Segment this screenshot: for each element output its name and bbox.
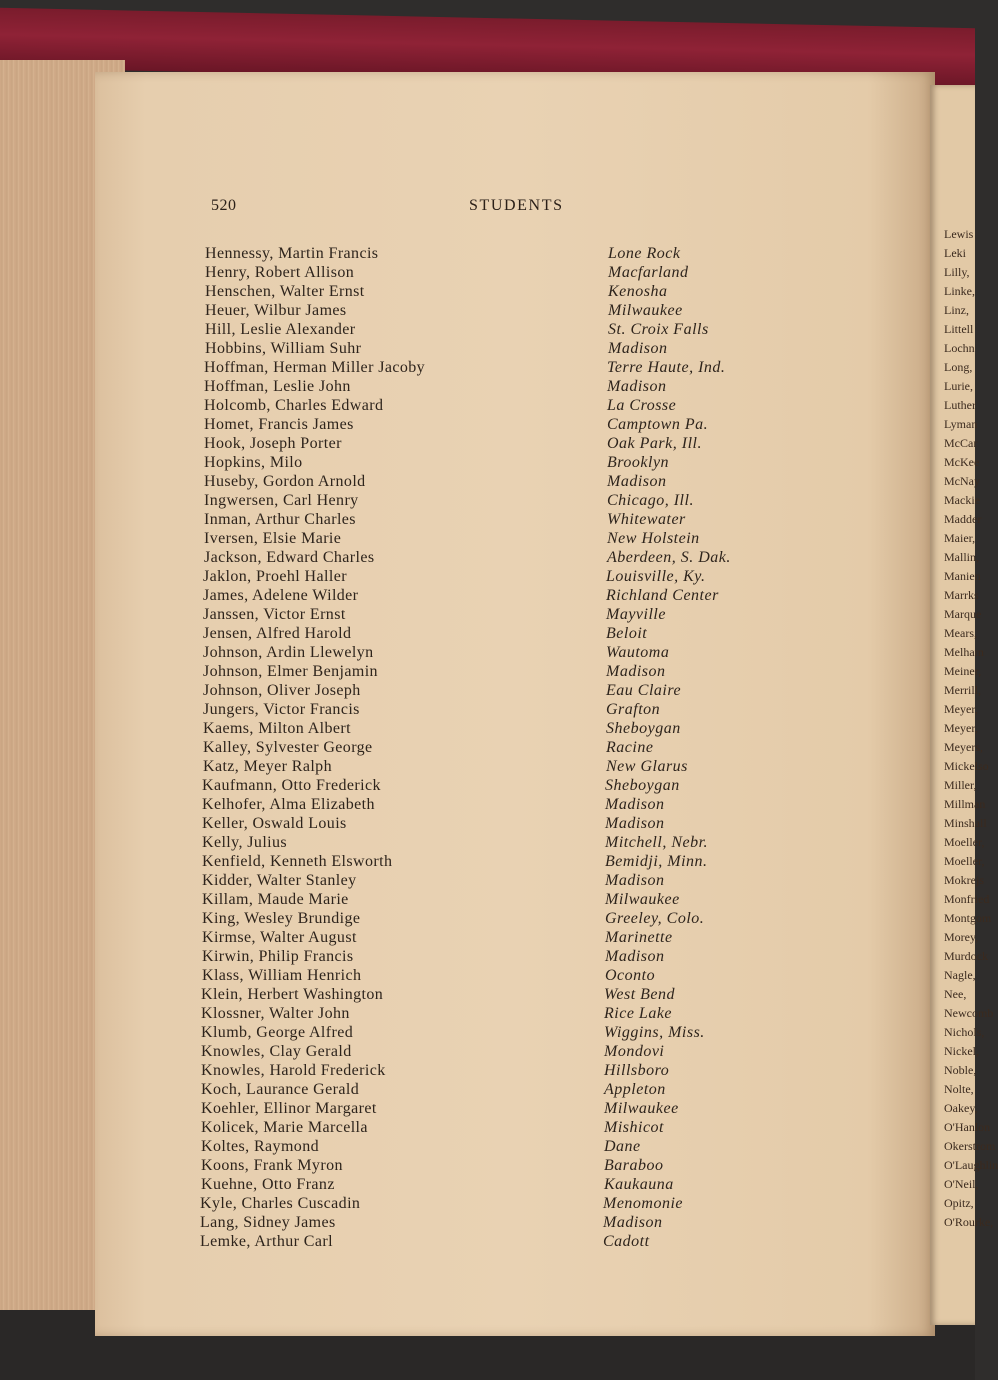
student-hometown: Mitchell, Nebr. — [605, 834, 709, 851]
student-row — [203, 681, 765, 700]
facing-page-line: Montgom — [944, 911, 992, 925]
facing-page-line: Nichols, — [944, 1025, 985, 1039]
student-hometown: Wautoma — [606, 644, 670, 661]
student-name: Kolicek, Marie Marcella — [201, 1119, 368, 1136]
student-row — [202, 833, 765, 852]
student-hometown: Aberdeen, S. Dak. — [607, 549, 731, 566]
facing-page-line: Nolte, — [944, 1082, 974, 1096]
facing-page-line: Meyers, — [944, 740, 983, 754]
student-row — [204, 396, 765, 415]
student-row — [201, 1061, 765, 1080]
student-row — [203, 738, 765, 757]
facing-page-line: Meyer, — [944, 702, 978, 716]
student-row — [204, 548, 765, 567]
facing-page-line: Miller, — [944, 778, 977, 792]
student-hometown: Macfarland — [608, 264, 689, 281]
facing-page-line: Mokrejs — [944, 873, 984, 887]
student-hometown: Madison — [608, 340, 668, 357]
student-name: Katz, Meyer Ralph — [203, 758, 332, 775]
student-hometown: Louisville, Ky. — [606, 568, 706, 585]
student-name: Kirwin, Philip Francis — [202, 948, 354, 965]
student-name: Koltes, Raymond — [201, 1138, 319, 1155]
student-row — [201, 1080, 765, 1099]
page-title: STUDENTS — [469, 197, 564, 214]
facing-page-line: Millman — [944, 797, 986, 811]
student-name: Koons, Frank Myron — [201, 1157, 343, 1174]
student-hometown: Madison — [603, 1214, 663, 1231]
student-row — [201, 1156, 765, 1175]
student-hometown: Madison — [605, 796, 665, 813]
facing-page-line: Meyer, — [944, 721, 978, 735]
student-row — [202, 966, 765, 985]
facing-page-line: O'Laughlin — [944, 1158, 998, 1172]
student-row — [201, 1175, 765, 1194]
student-name: Jensen, Alfred Harold — [203, 625, 352, 642]
facing-page-line: Noble, — [944, 1063, 977, 1077]
student-name: James, Adelene Wilder — [203, 587, 359, 604]
facing-page-line: Minshall — [944, 816, 987, 830]
student-hometown: Madison — [606, 663, 666, 680]
student-hometown: Kenosha — [608, 283, 668, 300]
student-row — [204, 529, 765, 548]
student-hometown: Madison — [607, 378, 667, 395]
student-row — [202, 871, 765, 890]
facing-page-line: Lilly, — [944, 265, 970, 279]
student-name: Klumb, George Alfred — [201, 1024, 354, 1041]
student-name: Kelhofer, Alma Elizabeth — [202, 796, 375, 813]
student-row — [202, 890, 765, 909]
student-name: Inman, Arthur Charles — [204, 511, 356, 528]
student-hometown: Sheboygan — [605, 777, 680, 794]
facing-page-line: McNay — [944, 474, 980, 488]
student-name: Kuehne, Otto Franz — [201, 1176, 335, 1193]
student-row — [204, 358, 765, 377]
student-name: Keller, Oswald Louis — [202, 815, 347, 832]
student-name: Kenfield, Kenneth Elsworth — [202, 853, 393, 870]
student-name: Ingwersen, Carl Henry — [204, 492, 359, 509]
student-row — [200, 1232, 765, 1251]
student-hometown: Mayville — [606, 606, 666, 623]
student-row — [203, 662, 765, 681]
facing-page-line: Newcomb — [944, 1006, 994, 1020]
facing-page-line: Nickel, — [944, 1044, 979, 1058]
facing-page-line: Marrks — [944, 588, 979, 602]
student-name: Klein, Herbert Washington — [201, 986, 384, 1003]
facing-page-line: Manien — [944, 569, 981, 583]
facing-page-line: Lochn — [944, 341, 975, 355]
student-hometown: Milwaukee — [605, 891, 680, 908]
student-name: Hopkins, Milo — [204, 454, 303, 471]
student-row — [204, 472, 765, 491]
student-row — [200, 1194, 765, 1213]
student-name: Kyle, Charles Cuscadin — [200, 1195, 361, 1212]
student-name: Henschen, Walter Ernst — [205, 283, 365, 300]
facing-page-line: Okerstrom — [944, 1139, 996, 1153]
student-name: Iversen, Elsie Marie — [204, 530, 342, 547]
facing-page-line: McKee — [944, 455, 980, 469]
student-hometown: Grafton — [606, 701, 661, 718]
student-row — [204, 377, 765, 396]
student-row — [201, 1099, 765, 1118]
facing-page-line: O'Neil, — [944, 1177, 979, 1191]
facing-page-text — [944, 225, 998, 1232]
student-hometown: Milwaukee — [604, 1100, 679, 1117]
student-row — [201, 985, 765, 1004]
student-name: Hobbins, William Suhr — [205, 340, 362, 357]
student-row — [202, 947, 765, 966]
student-row — [203, 757, 765, 776]
student-hometown: Sheboygan — [606, 720, 681, 737]
student-name: Lang, Sidney James — [200, 1214, 336, 1231]
facing-page-line: Long, — [944, 360, 973, 374]
student-hometown: Dane — [604, 1138, 641, 1155]
student-hometown: Brooklyn — [607, 454, 670, 471]
student-hometown: La Crosse — [607, 397, 677, 414]
student-row — [205, 244, 765, 263]
student-row — [202, 795, 765, 814]
student-hometown: Mishicot — [604, 1119, 664, 1136]
student-row — [202, 852, 765, 871]
student-name: Knowles, Clay Gerald — [201, 1043, 352, 1060]
facing-page-line: Oakey, — [944, 1101, 978, 1115]
student-hometown: Madison — [605, 872, 665, 889]
student-name: Holcomb, Charles Edward — [204, 397, 384, 414]
student-hometown: Richland Center — [606, 587, 719, 604]
student-row — [205, 320, 765, 339]
student-hometown: Beloit — [606, 625, 648, 642]
student-row — [205, 263, 765, 282]
student-row — [205, 339, 765, 358]
student-name: Johnson, Oliver Joseph — [203, 682, 361, 699]
student-row — [200, 1213, 765, 1232]
student-row — [204, 510, 765, 529]
facing-page-line: Nee, — [944, 987, 967, 1001]
student-row — [205, 301, 765, 320]
student-row — [203, 586, 765, 605]
student-name: Kelly, Julius — [202, 834, 288, 851]
facing-page-line: Nagle, — [944, 968, 976, 982]
student-row — [201, 1004, 765, 1023]
facing-page-line: Leki — [944, 246, 966, 260]
student-hometown: Whitewater — [607, 511, 686, 528]
student-row — [203, 567, 765, 586]
facing-page-line: Mallin, — [944, 550, 979, 564]
student-hometown: Appleton — [604, 1081, 666, 1098]
student-row — [204, 491, 765, 510]
student-row — [205, 282, 765, 301]
student-name: Heuer, Wilbur James — [205, 302, 347, 319]
student-name: Hill, Leslie Alexander — [205, 321, 356, 338]
student-row — [203, 700, 765, 719]
student-row — [202, 776, 765, 795]
student-row — [203, 605, 765, 624]
student-name: Jackson, Edward Charles — [204, 549, 375, 566]
student-hometown: Bemidji, Minn. — [605, 853, 708, 870]
student-hometown: Chicago, Ill. — [607, 492, 694, 509]
student-row — [204, 434, 765, 453]
student-hometown: Oconto — [605, 967, 656, 984]
facing-page-line: Morey, — [944, 930, 979, 944]
student-name: Johnson, Elmer Benjamin — [203, 663, 378, 680]
student-row — [201, 1137, 765, 1156]
student-hometown: Racine — [606, 739, 654, 756]
page-number: 520 — [211, 197, 237, 214]
student-hometown: Eau Claire — [606, 682, 682, 699]
facing-page-line: Meiner, — [944, 664, 982, 678]
facing-page-line: Opitz, — [944, 1196, 974, 1210]
student-name: Hoffman, Herman Miller Jacoby — [204, 359, 426, 376]
facing-page-line: Mickelso — [944, 759, 989, 773]
student-name: Henry, Robert Allison — [205, 264, 355, 281]
student-row — [201, 1023, 765, 1042]
student-hometown: Rice Lake — [604, 1005, 673, 1022]
student-row — [204, 415, 765, 434]
student-hometown: Menomonie — [603, 1195, 684, 1212]
student-hometown: Madison — [607, 473, 667, 490]
facing-page-line: Mackie — [944, 493, 980, 507]
student-name: Kaems, Milton Albert — [203, 720, 351, 737]
student-hometown: Cadott — [603, 1233, 650, 1250]
student-name: Huseby, Gordon Arnold — [204, 473, 366, 490]
facing-page-line: O'Rourke, — [944, 1215, 994, 1229]
student-hometown: Kaukauna — [604, 1176, 674, 1193]
student-row — [203, 624, 765, 643]
student-name: King, Wesley Brundige — [202, 910, 361, 927]
student-hometown: Madison — [605, 948, 665, 965]
facing-page-line: Madder — [944, 512, 982, 526]
student-hometown: New Glarus — [606, 758, 688, 775]
student-name: Hennessy, Martin Francis — [205, 245, 379, 262]
facing-page-line: Linke, — [944, 284, 975, 298]
student-name: Koehler, Ellinor Margaret — [201, 1100, 377, 1117]
student-row — [202, 814, 765, 833]
student-name: Klossner, Walter John — [201, 1005, 350, 1022]
student-hometown: Greeley, Colo. — [605, 910, 705, 927]
student-name: Janssen, Victor Ernst — [203, 606, 346, 623]
facing-page-line: Luther — [944, 398, 976, 412]
facing-page-line: Lewis — [944, 227, 974, 241]
student-hometown: Madison — [605, 815, 665, 832]
student-name: Kaufmann, Otto Frederick — [202, 777, 381, 794]
facing-page-line: Littell — [944, 322, 974, 336]
student-hometown: Marinette — [605, 929, 673, 946]
student-hometown: Lone Rock — [608, 245, 681, 262]
student-name: Hoffman, Leslie John — [204, 378, 351, 395]
student-row — [202, 928, 765, 947]
facing-page-line: Moeller, — [944, 835, 985, 849]
student-hometown: Camptown Pa. — [607, 416, 709, 433]
student-name: Jungers, Victor Francis — [203, 701, 360, 718]
student-hometown: Milwaukee — [608, 302, 683, 319]
student-name: Kidder, Walter Stanley — [202, 872, 357, 889]
student-hometown: Oak Park, Ill. — [607, 435, 702, 452]
student-hometown: Mondovi — [604, 1043, 665, 1060]
facing-page-line: Lurie, — [944, 379, 973, 393]
facing-page-line: Merrill, — [944, 683, 981, 697]
student-hometown: New Holstein — [607, 530, 700, 547]
student-row — [201, 1042, 765, 1061]
student-list — [200, 244, 765, 1251]
facing-page-line: O'Hanlon — [944, 1120, 991, 1134]
student-hometown: Wiggins, Miss. — [604, 1024, 705, 1041]
student-row — [204, 453, 765, 472]
facing-page-line: Marque — [944, 607, 982, 621]
facing-page-line: Monfried — [944, 892, 990, 906]
student-row — [202, 909, 765, 928]
student-name: Kirmse, Walter August — [202, 929, 357, 946]
facing-page-line: Mears, — [944, 626, 977, 640]
student-name: Homet, Francis James — [204, 416, 354, 433]
facing-page-sliver — [930, 85, 998, 1325]
facing-page-line: McCar — [944, 436, 978, 450]
student-name: Koch, Laurance Gerald — [201, 1081, 360, 1098]
student-hometown: Terre Haute, Ind. — [607, 359, 726, 376]
student-name: Killam, Maude Marie — [202, 891, 349, 908]
facing-page-line: Linz, — [944, 303, 969, 317]
student-hometown: St. Croix Falls — [608, 321, 709, 338]
student-name: Lemke, Arthur Carl — [200, 1233, 333, 1250]
student-name: Johnson, Ardin Llewelyn — [203, 644, 374, 661]
facing-page-line: Moeller, — [944, 854, 985, 868]
student-row — [203, 643, 765, 662]
student-name: Knowles, Harold Frederick — [201, 1062, 386, 1079]
facing-page-line: Murdock — [944, 949, 988, 963]
student-row — [203, 719, 765, 738]
student-name: Klass, William Henrich — [202, 967, 362, 984]
facing-page-line: Lyman — [944, 417, 978, 431]
facing-page-line: Maier, — [944, 531, 976, 545]
student-row — [201, 1118, 765, 1137]
facing-page-line: Melham — [944, 645, 984, 659]
student-hometown: Baraboo — [604, 1157, 664, 1174]
student-name: Hook, Joseph Porter — [204, 435, 342, 452]
student-name: Jaklon, Proehl Haller — [203, 568, 347, 585]
student-hometown: Hillsboro — [604, 1062, 670, 1079]
student-name: Kalley, Sylvester George — [203, 739, 373, 756]
student-hometown: West Bend — [604, 986, 676, 1003]
